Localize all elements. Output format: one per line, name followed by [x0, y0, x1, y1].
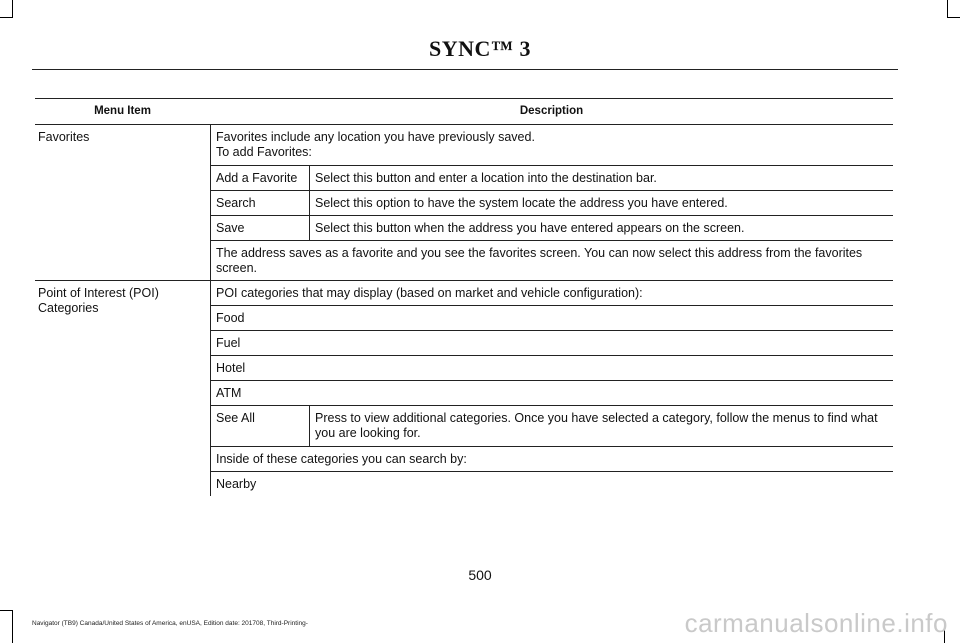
category-row: Fuel: [211, 330, 893, 355]
option-name: Save: [216, 221, 245, 235]
page-title: SYNC™ 3: [429, 36, 531, 61]
option-name: Add a Favorite: [216, 171, 298, 185]
poi-description: [210, 281, 893, 496]
column-header-description: Description: [519, 105, 584, 117]
option-description: Select this button when the address you have entered appears on the screen.: [309, 216, 893, 240]
watermark: carmanualsonline.info: [684, 608, 948, 638]
favorites-intro-line: To add Favorites:: [216, 145, 312, 159]
option-description: Select this button and enter a location into the destination bar.: [309, 166, 893, 190]
table-row: [211, 165, 893, 190]
menu-item-favorites: Favorites: [38, 130, 90, 144]
edition-footer: Navigator (TB9) Canada/United States of America, enUSA, Edition date: 201708, Third-Printing-: [32, 620, 308, 627]
category-row: Food: [211, 305, 893, 330]
section-favorites: [35, 125, 893, 281]
table-row: [211, 215, 893, 240]
table-row: [211, 190, 893, 215]
poi-intro: POI categories that may display (based on market and vehicle configuration):: [216, 286, 643, 300]
header-rule: [32, 69, 898, 70]
page-number: 500: [468, 567, 492, 583]
category-row: Hotel: [211, 355, 893, 380]
crop-mark: [947, 0, 948, 18]
crop-mark: [947, 17, 960, 18]
crop-mark: [0, 610, 13, 611]
favorites-note: The address saves as a favorite and you see the favorites screen. You can now select this address from the favorites screen.: [211, 240, 893, 280]
option-description: Press to view additional categories. Once you have selected a category, follow the menus to find what you are looking for.: [309, 406, 893, 446]
option-name: See All: [216, 411, 255, 425]
table-header: [35, 98, 893, 125]
category-row: ATM: [211, 380, 893, 405]
crop-mark: [12, 610, 13, 643]
menu-item-poi-categories: Point of Interest (POI) Categories: [38, 286, 159, 315]
table-row: [211, 405, 893, 446]
crop-mark: [12, 0, 13, 18]
section-poi-categories: [35, 281, 893, 496]
favorites-intro-line: Favorites include any location you have previously saved.: [216, 130, 535, 144]
menu-table: [35, 98, 893, 496]
favorites-description: [210, 125, 893, 280]
option-name: Search: [216, 196, 256, 210]
crop-mark: [0, 17, 13, 18]
column-header-menu-item: Menu Item: [94, 105, 151, 117]
option-description: Select this option to have the system locate the address you have entered.: [309, 191, 893, 215]
favorites-intro: [211, 125, 893, 165]
search-option-row: Nearby: [211, 471, 893, 496]
search-intro: Inside of these categories you can search by:: [211, 446, 893, 471]
